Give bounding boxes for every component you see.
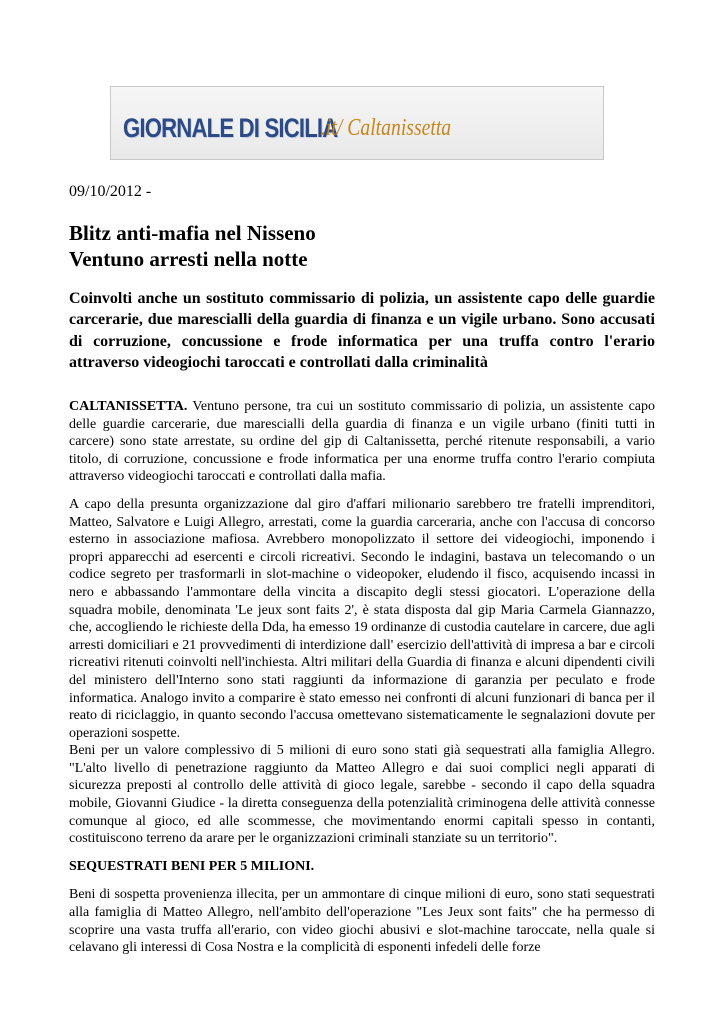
article-date: 09/10/2012 - <box>69 183 152 200</box>
newspaper-logo <box>123 113 452 144</box>
section-heading: SEQUESTRATI BENI PER 5 MILIONI. <box>69 858 315 874</box>
headline-line-1: Blitz anti-mafia nel Nisseno <box>69 221 316 245</box>
dateline-label: CALTANISSETTA. <box>69 399 188 414</box>
logo-suffix-text: .it/ Caltanissetta <box>321 115 452 141</box>
article-body <box>69 398 655 957</box>
paragraph-4: Beni di sospetta provenienza illecita, per un ammontare di cinque milioni di euro, sono stati sequestrati alla famiglia di Matteo Allegro, nell'ambito dell'operazione "Les Jeux sont faits" che ha permesso di scoprire una vasta truffa all'erario, con video giochi abusivi e slot-machine taroccate, nella quale si celavano gli interessi di Cosa Nostra e la complicità di esponenti infedeli delle forze <box>69 887 655 956</box>
paragraph-3: Beni per un valore complessivo di 5 milioni di euro sono stati già sequestrati alla famiglia Allegro. "L'alto livello di penetrazione raggiunto da Matteo Allegro e dai suoi complici negli apparati di sicurezza preposti al controllo delle attività di gioco legale, sarebbe - secondo il capo della squadra mobile, Giovanni Giudice - la diretta conseguenza della potenzialità criminogena delle attività connesse comunque al gioco, ed alle scommesse, che movimentando enormi capitali spesso in contanti, costituiscono terreno da arare per le organizzazioni criminali stanziate su un territorio". <box>69 743 655 847</box>
article-headline <box>69 220 659 272</box>
masthead-banner <box>110 86 604 160</box>
paragraph-1-text: Ventuno persone, tra cui un sostituto commissario di polizia, un assistente capo delle guardie carcerarie, due marescialli della guardia di finanza e un vigile urbano (finiti tutti in carcere) sono state arrestate, su ordine del gip di Caltanissetta, perché ritenute responsabili, a vario titolo, di corruzione, concussione e frode informatica per una enorme truffa contro l'erario compiuta attraverso videogiochi taroccati e controllati dalla mafia. <box>69 399 655 485</box>
article-subheading: Coinvolti anche un sostituto commissario di polizia, un assistente capo delle guardie carcerarie, due marescialli della guardia di finanza e un vigile urbano. Sono accusati di corruzione, concussione e frode informatica per una truffa contro l'erario attraverso videogiochi taroccati e controllati dalla criminalità <box>69 290 655 371</box>
paragraph-1 <box>69 398 655 486</box>
paragraph-2: A capo della presunta organizzazione dal giro d'affari milionario sarebbero tre fratelli imprenditori, Matteo, Salvatore e Luigi Allegro, arrestati, come la guardia carceraria, anche con l'accusa di concorso esterno in associazione mafiosa. Avrebbero monopolizzato il settore dei videogiochi, imponendo i propri apparecchi ad esercenti e circoli ricreativi. Secondo le indagini, bastava un telecomando o un codice segreto per trasformarli in slot-machine o videopoker, eludendo il fisco, acquisendo incassi in nero e abbassando l'ammontare della vincita a discapito degli stessi giocatori. L'operazione della squadra mobile, denominata 'Le jeux sont faits 2', è stata disposta dal gip Maria Carmela Giannazzo, che, accogliendo le richieste della Dda, ha emesso 19 ordinanze di custodia cautelare in carcere, due agli arresti domiciliari e 21 provvedimenti di interdizione dall' esercizio dell'attività di impresa a bar e circoli ricreativi ritenuti coinvolti nell'inchiesta. Altri militari della Guardia di finanza e alcuni dipendenti civili del ministero dell'Interno sono stati raggiunti da informazione di garanzia per peculato e frode informatica. Analogo invito a comparire è stato emesso nei confronti di alcuni funzionari di banca per il reato di riciclaggio, in quanto secondo l'accusa omettevano sistematicamente le segnalazioni dovute per operazioni sospette. <box>69 496 655 741</box>
logo-main-text: GIORNALE DI SICILIA <box>123 113 338 143</box>
headline-line-2: Ventuno arresti nella notte <box>69 247 308 271</box>
